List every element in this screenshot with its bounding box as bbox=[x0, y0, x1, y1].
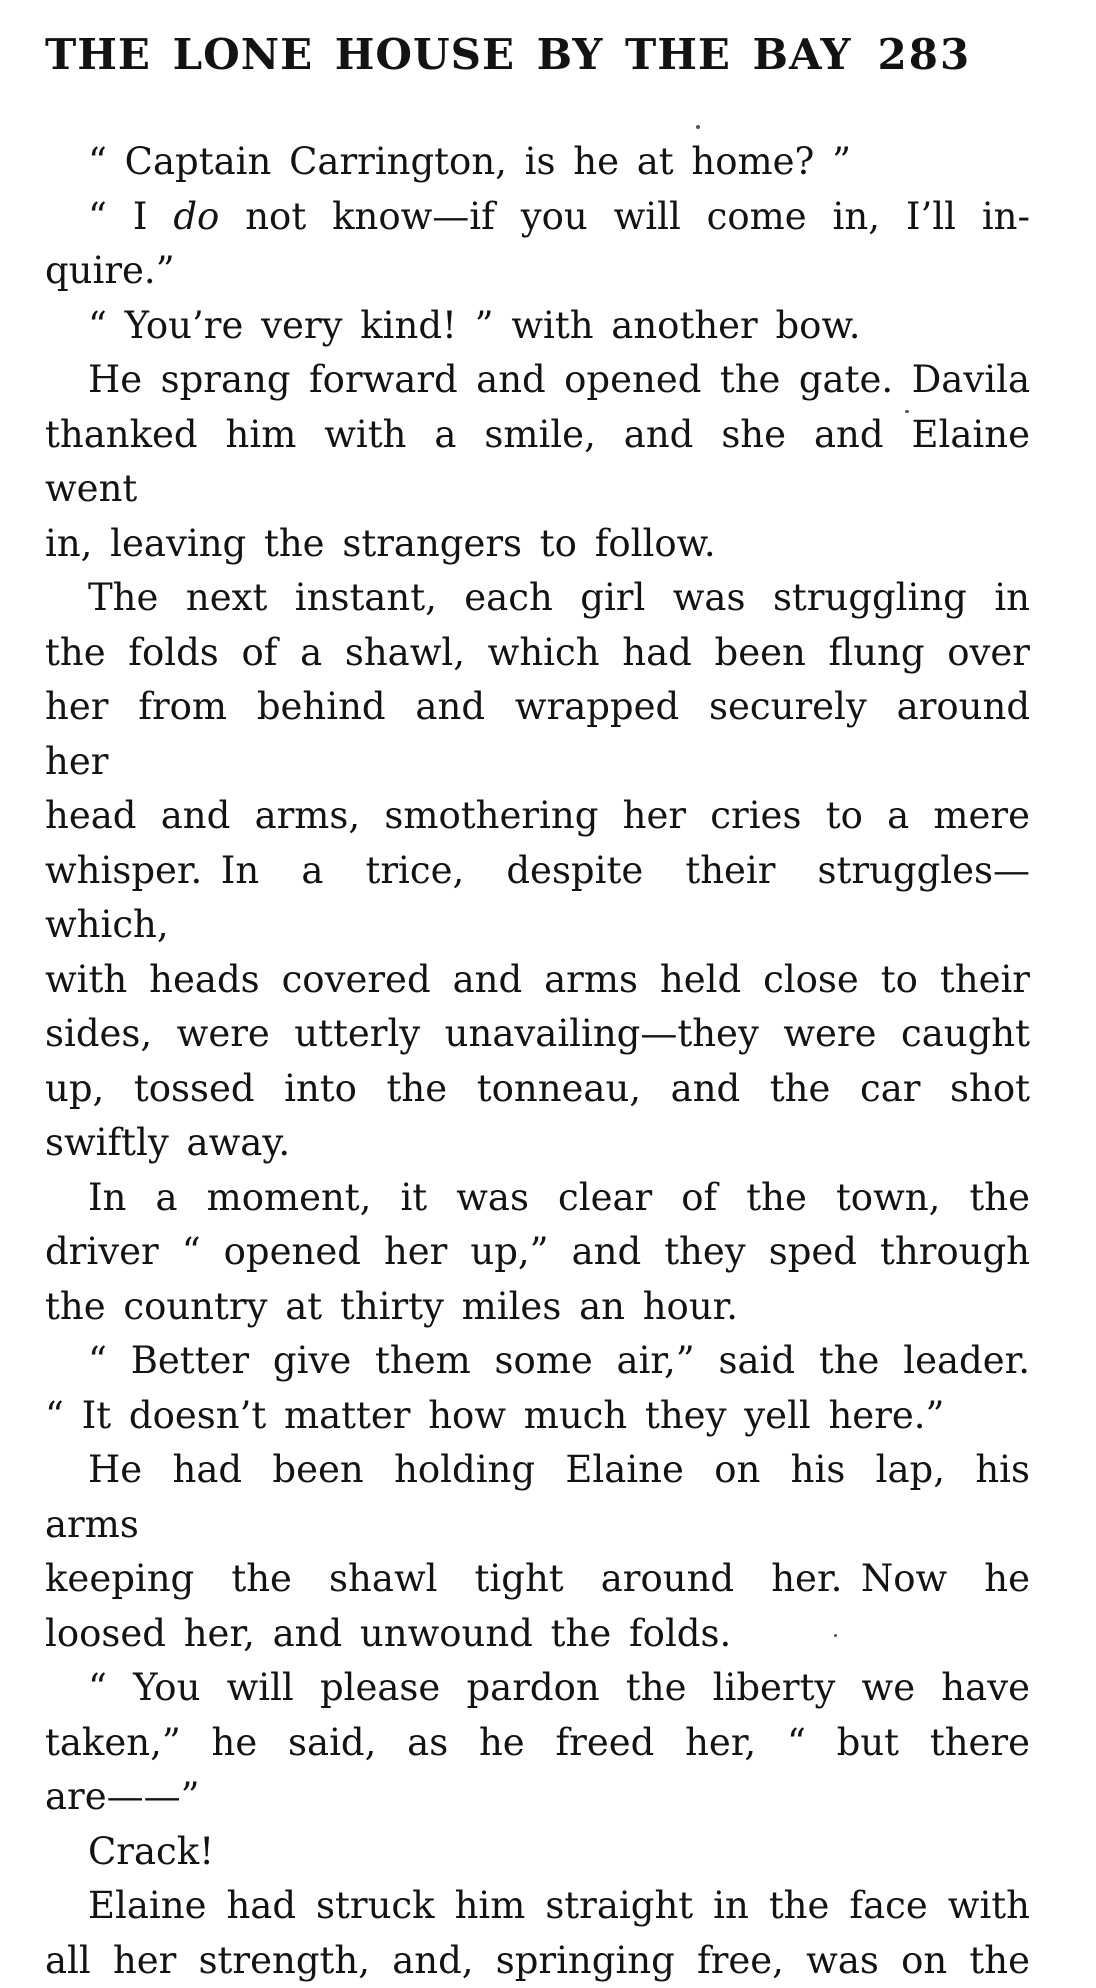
text-line: sides, were utterly unavailing—they were caught bbox=[45, 1007, 1030, 1062]
text-line: taken,” he said, as he freed her, “ but there bbox=[45, 1716, 1030, 1771]
text-line: “ Captain Carrington, is he at home? ” bbox=[45, 135, 1030, 190]
text-line: whisper. In a trice, despite their struggles—which, bbox=[45, 844, 1030, 953]
text-line: He sprang forward and opened the gate. Davila bbox=[45, 353, 1030, 408]
scan-speck bbox=[696, 125, 700, 129]
text-line: “ It doesn’t matter how much they yell here.” bbox=[45, 1389, 1030, 1444]
page-number: 283 bbox=[878, 30, 972, 79]
text-line: with heads covered and arms held close to their bbox=[45, 953, 1030, 1008]
text-line: Crack! bbox=[45, 1825, 1030, 1880]
text-line: He had been holding Elaine on his lap, his arms bbox=[45, 1443, 1030, 1552]
text-line: head and arms, smothering her cries to a mere bbox=[45, 789, 1030, 844]
text-line: are——” bbox=[45, 1770, 1030, 1825]
text-line: keeping the shawl tight around her. Now he bbox=[45, 1552, 1030, 1607]
text-line: all her strength, and, springing free, was on the bbox=[45, 1934, 1030, 1988]
emphasized-word: do bbox=[173, 195, 219, 238]
text-line: “ You’re very kind! ” with another bow. bbox=[45, 299, 1030, 354]
text-line: “ You will please pardon the liberty we have bbox=[45, 1661, 1030, 1716]
text-line: in, leaving the strangers to follow. bbox=[45, 517, 1030, 572]
text-line: In a moment, it was clear of the town, the bbox=[45, 1171, 1030, 1226]
text-line: her from behind and wrapped securely around her bbox=[45, 680, 1030, 789]
running-title: THE LONE HOUSE BY THE BAY bbox=[45, 30, 852, 79]
scan-speck bbox=[834, 1634, 837, 1637]
page-header bbox=[45, 30, 1030, 80]
text-line: “ Better give them some air,” said the leader. bbox=[45, 1334, 1030, 1389]
text-line: The next instant, each girl was struggling in bbox=[45, 571, 1030, 626]
text-line: up, tossed into the tonneau, and the car shot bbox=[45, 1062, 1030, 1117]
book-page bbox=[0, 30, 1096, 1862]
page-body bbox=[45, 135, 1030, 1988]
text-line: driver “ opened her up,” and they sped through bbox=[45, 1225, 1030, 1280]
text-line: thanked him with a smile, and she and Elaine went bbox=[45, 408, 1030, 517]
text-line: Elaine had struck him straight in the face with bbox=[45, 1879, 1030, 1934]
text-line: the folds of a shawl, which had been flung over bbox=[45, 626, 1030, 681]
scan-speck bbox=[905, 410, 909, 413]
text-line: the country at thirty miles an hour. bbox=[45, 1280, 1030, 1335]
text-line: “ I do not know—if you will come in, I’ll in- bbox=[45, 190, 1030, 245]
text-line: quire.” bbox=[45, 244, 1030, 299]
text-line: loosed her, and unwound the folds. bbox=[45, 1607, 1030, 1662]
text-line: swiftly away. bbox=[45, 1116, 1030, 1171]
